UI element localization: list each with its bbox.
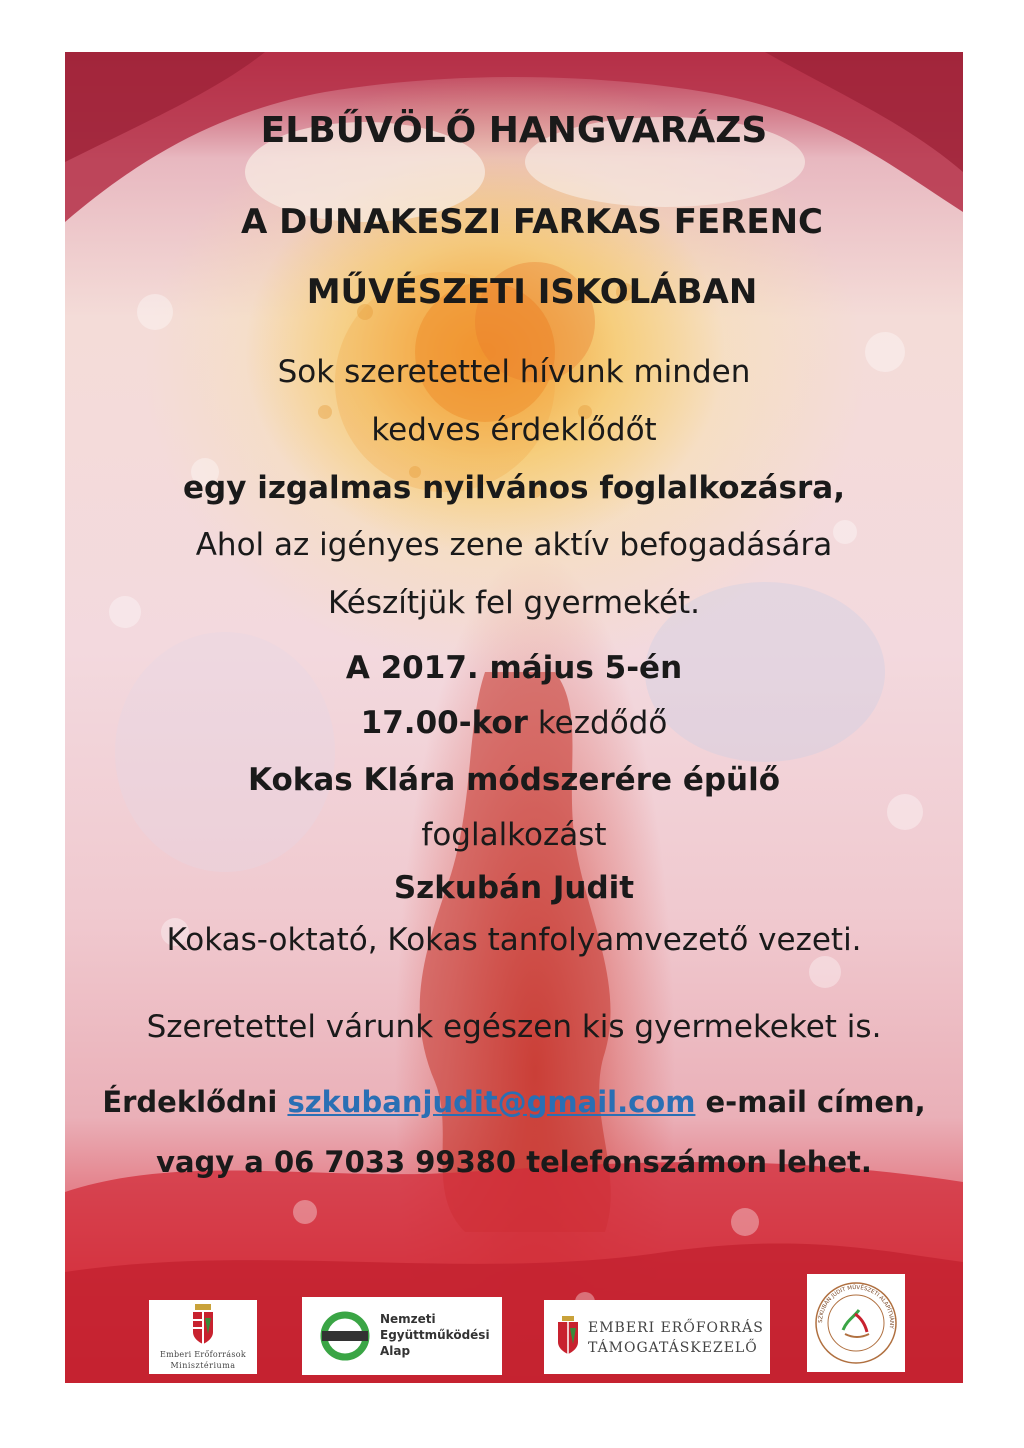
emet-coat-of-arms-icon [556,1316,580,1356]
event-date: A 2017. május 5-én [345,650,683,686]
subtitle-line-1: A DUNAKESZI FARKAS FERENC [240,202,824,242]
invite-line-1: Sok szeretettel hívunk minden [277,354,751,390]
method-line: Kokas Klára módszerére épülő [247,762,781,798]
contact-prefix: Érdeklődni [102,1085,288,1119]
session-word: foglalkozást [421,817,607,853]
subtitle-line-2: MŰVÉSZETI ISKOLÁBAN [306,272,758,312]
contact-line [65,1085,963,1119]
phone-line: vagy a 06 7033 99380 telefonszámon lehet. [156,1145,872,1179]
event-time-bold: 17.00-kor [360,705,528,741]
nea-logo [302,1297,502,1375]
poster [65,52,963,1383]
foundation-ring-text: SZKUBÁN JUDIT MŰVÉSZETI ALAPÍTVÁNY [817,1284,895,1329]
invite-line-4: Ahol az igényes zene aktív befogadására [195,527,833,563]
emet-line-1: EMBERI ERŐFORRÁS [588,1320,764,1336]
invite-line-3: egy izgalmas nyilvános foglalkozásra, [183,470,845,506]
event-time-rest: kezdődő [527,705,668,741]
svg-text:SZKUBÁN JUDIT MŰVÉSZETI ALAPÍT [818,1283,895,1329]
nea-line-2: Együttműködési [380,1328,490,1342]
leader-role: Kokas-oktató, Kokas tanfolyamvezető vezeti. [166,922,862,958]
contact-suffix: e-mail címen, [695,1085,926,1119]
ministry-line-1: Emberi Erőforrások [159,1350,247,1359]
emet-logo [544,1300,770,1374]
poster-title: ELBŰVÖLŐ HANGVARÁZS [260,110,768,151]
invite-line-2: kedves érdeklődőt [371,412,657,448]
leader-name: Szkubán Judit [393,870,635,906]
hungarian-coat-of-arms-icon [149,1300,257,1350]
ministry-line-2: Minisztériuma [170,1361,236,1370]
foundation-logo [807,1274,905,1372]
invite-line-5: Készítjük fel gyermekét. [327,585,701,621]
nea-line-1: Nemzeti [380,1312,436,1326]
welcome-line: Szeretettel várunk egészen kis gyermekeket is. [146,1009,882,1045]
emet-line-2: TÁMOGATÁSKEZELŐ [588,1340,758,1356]
foundation-seal-icon [807,1274,905,1372]
contact-email-link[interactable]: szkubanjudit@gmail.com [287,1085,696,1119]
nea-circle-icon [318,1309,372,1363]
ministry-logo [149,1300,257,1374]
nea-line-3: Alap [380,1344,411,1358]
event-time [65,705,963,741]
